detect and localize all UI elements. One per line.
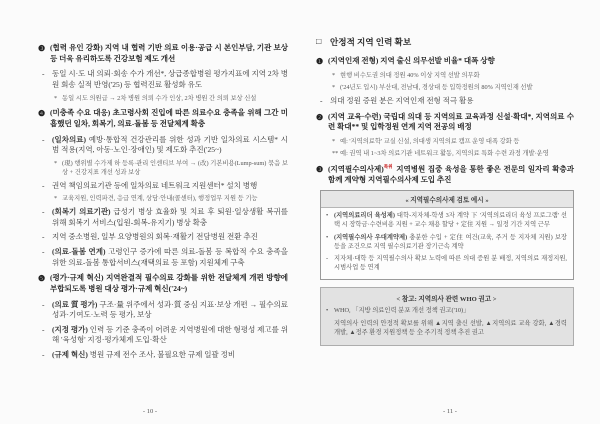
item-text: (지정 평가) 인력 등 기준 충족이 어려운 지역병원에 대한 형평성 제고를 위해 '육성형' 지정·평가체계 도입·확산 [52,324,288,345]
list-item [38,43,288,64]
item-text: 의대 정원 증원 분은 지역인재 전형 적극 활용 [330,95,474,105]
footnote-marker: * [332,137,336,145]
footnote: * 교육지원, 인력파견, 응급 연계, 상담·안내(콜센터), 행정업무 지원 등 기능 [54,195,258,203]
item-text: 지역 중소병원, 일부 요양병원의 회복·재활기 전담병원 전환 추진 [52,232,258,242]
section-heading [316,36,574,48]
footnote-marker: * [332,84,336,92]
dash-marker: - [42,232,45,242]
bullet-text: (지역의료리더 육성제) 대학-지자체-학생 3자 계약 下 '지역의료리더 육성 프로그램' 선택 시 장학금·수련비용 지원 + 교수 채용 할당 + 定住 지원 → 일정 기간 지역 근무 [334,212,567,229]
footnote: * 동일 시도 의원급 → 2차 병원 의뢰 수가 인상, 2차 병원 간 의뢰 보상 신설 [54,94,257,102]
list-item [316,56,574,67]
bullet-marker: • [326,307,329,315]
page-11 [300,0,600,424]
list-item [38,325,288,346]
box-bullet [326,234,567,252]
example-box [320,190,574,280]
item-text: (일차의료) 예방·통합적 건강관리를 위한 성과 기반 일차의료 시스템* 시범 적용(지역, 아동·노인·장애인) 및 제도화 추진('25~) [52,134,288,155]
dash-marker: - [42,134,45,144]
box-line: • WHO, 「지방 의료인력 분포 개선 정책 권고('10)」 [326,307,470,315]
bullet-text: (지역필수의사 우대계약제) 충분한 수입 + 定住 여건(교육, 주거 등 지자체 지원) 보장 등을 조건으로 지역 필수의료기관 장기근속 계약 [334,233,567,250]
item-text: (지역인재 전형) 지역 출신 의무선발 비율* 대폭 상향 [328,56,495,65]
bullet-marker: • [326,212,329,220]
checkbox-square-icon: □ [316,36,322,46]
item-text: (협력 유인 강화) 지역 내 협력 기반 의료 이용·공급 시 본인부담, 기관 보상 등 더욱 유리하도록 건강보험 제도 개선 [50,43,289,63]
who-box-title: < 참고: 지역의사 관련 WHO 권고 > [396,296,497,304]
footnote-marker: * [54,159,58,167]
example-box-body [321,208,573,279]
box-line: 지역의사 인력의 안정적 확보를 위해 ▲지역 출신 선발, ▲지역의료 교육 강화, ▲경력개발, ▲정주 환경 지원정책 등 全 주기적 정책 추진 권고 [326,320,567,338]
dash-marker: - [42,299,45,309]
item-text: 동일 시·도 내 의뢰·회송 수가 개선*, 상급종합병원 평가지표에 지역 2차 병원 회송 실적 반영('25) 등 협력진료 활성화 유도 [52,69,288,89]
bullet-marker: - [326,255,329,263]
list-item [38,181,288,192]
dash-marker: - [42,69,45,79]
item-text: (지역필수의사제)$^{특위}$ 지역병원 집중 육성을 통한 좋은 전문의 일자리 확충과 함께 계약형 지역필수의사제 도입 추진 [328,163,574,184]
list-item [38,69,288,90]
item-text: (미충족 수요 대응) 초고령사회 진입에 따른 의료수요 충족을 위해 그간 미흡했던 일차, 회복기, 의료-돌봄 등 전달체계 확충 [50,108,288,129]
list-item [38,300,288,321]
bullet-marker: • [326,233,329,241]
item-number: ❺ [38,274,46,284]
list-item [38,247,288,268]
bullet-marker [326,320,334,338]
list-item [38,232,288,243]
item-text: (의료-돌봄 연계) 고령인구 증가에 따른 의료-돌봄 등 복합적 수요 충족을 위한 의료-돌봄 통합서비스(재택의료 등 포함) 지원체계 구축 [52,246,289,267]
item-number: ❷ [316,112,324,122]
dash-marker: - [42,350,45,360]
item-text: (지역 교육·수련) 국립대 의대 등 지역의료 교육과정 신설·확대*, 지역의료 수련 확대** 및 입학정원 연계 지역 전공의 배정 [328,111,574,132]
list-item [38,207,288,228]
list-item [38,273,288,294]
item-text: (평가·규제 혁신) 지역완결적 필수의료 강화를 위한 전달체계 개편 방향에 부합되도록 병원 대상 평가·규제 혁신('24~) [50,273,288,293]
footnote-marker: * [332,72,336,80]
footnote: * 예: '지역의료학' 교실 신설, 의대생 지역의료 캠프 운영 대폭 강화 등 [332,137,520,145]
who-reference-box [320,287,574,346]
list-item [316,164,574,186]
page-number: - 11 - [442,408,458,415]
dash-marker: - [42,246,45,256]
dash-marker: - [42,324,45,334]
item-number: ❹ [38,109,46,119]
footnote: * 현행 비수도권 의대 정원 40% 이상 지역 선발 의무화 [332,72,480,80]
item-text: (회복기 의료기관) 급성기 병상 효율화 및 치료 후 퇴원·일상생활 복귀를 위해 회복기 서비스(입원-회복-유지기) 병상 확충 [52,207,288,227]
footnote: ** 예: 권역 내 1~3차 의료기관 네트워크 활동, 지역의료 특화 수련 과정 개발·운영 [332,149,549,157]
item-number: ❸ [316,164,324,174]
item-number: ❸ [38,44,46,53]
example-box-title: « 지역필수의사제 검토 예시 » [321,191,573,208]
footnote-marker: * [54,195,58,203]
section-title: 안정적 지역 인력 확보 [330,37,412,47]
list-item [38,350,288,361]
box-bullet [326,212,567,230]
dash-marker: - [320,95,323,105]
footnote: * ('24년도 입시) 부산대, 전남대, 경상대 등 입학정원의 80% 지역인재 선발 [332,84,533,92]
footnote-marker: ** [332,149,339,157]
dash-marker: - [42,180,45,190]
list-item [316,112,574,133]
list-item [316,96,574,107]
item-text: (규제 혁신) 병원 규제 전수 조사, 불필요한 규제 일괄 정비 [52,350,236,360]
footnote: * (現) 행위별 수가제 하 등록·관리 인센티브 부여 → (改) 기본비용(Lump-sum) 묶음 보상 + 건강지표 개선 성과 보상 [54,159,288,176]
footnote-marker: * [54,94,58,102]
item-number: ❶ [316,57,324,66]
dash-marker: - [42,207,45,217]
item-text: 권역 책임의료기관 등에 일차의료 네트워크 지원센터* 설치 병행 [52,180,258,190]
list-item [38,135,288,156]
bullet-text: 지자체·대학 등 지역필수의사 확보 노력에 따른 의대 증원 분 배정, 지역의료 재정지원, 시범사업 등 연계 [334,255,567,271]
list-item [38,108,288,129]
box-bullet [326,255,567,273]
red-superscript-tag: 특위 [383,163,393,169]
item-text: (의료 質 평가) 구조·量 위주에서 성과·質 중심 지표·보상 개편 → 필수의료 성과·기여도·노력 등 평가, 보상 [52,299,288,320]
page-number: - 10 - [142,408,158,415]
